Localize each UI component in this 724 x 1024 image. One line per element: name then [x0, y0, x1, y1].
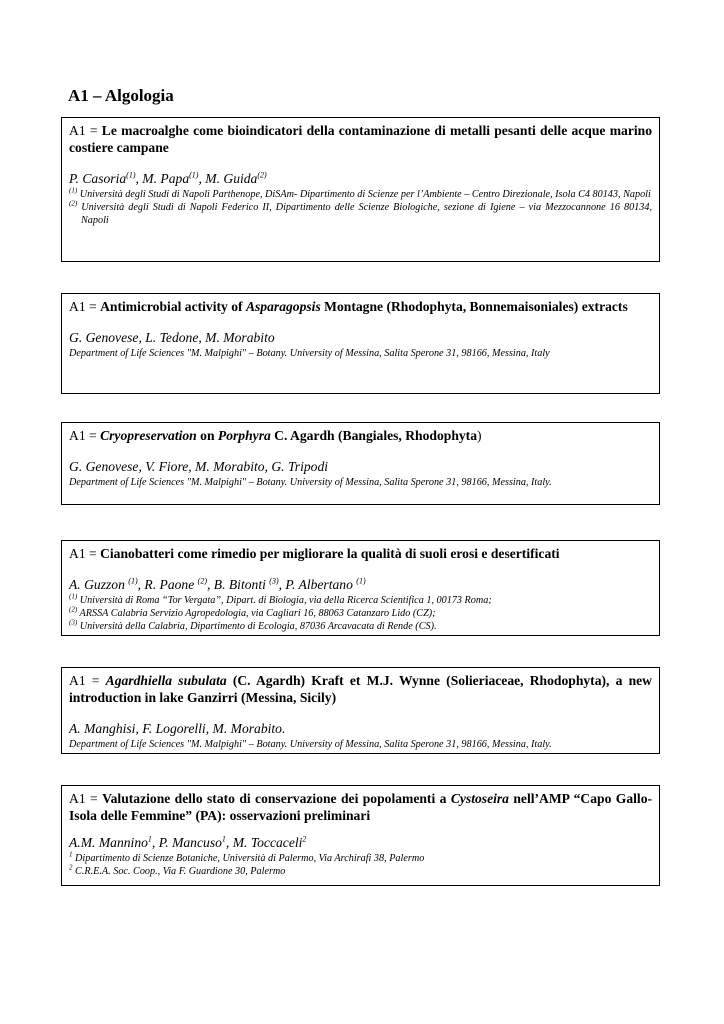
- abstract-title: A1 = Agardhiella subulata (C. Agardh) Kraft et M.J. Wynne (Solieriaceae, Rhodophyta), a new introduction in lake Ganzirri (Messina, Sicily): [69, 673, 652, 705]
- affiliation: Department of Life Sciences "M. Malpighi" – Botany. University of Messina, Salita Sperone 31, 98166, Messina, Italy.: [69, 739, 552, 750]
- abstract-box-4: [61, 540, 660, 636]
- affiliation: $^{(3)}$ Università della Calabria, Dipartimento di Ecologia, 87036 Arcavacata di Rende (CS).: [69, 618, 437, 632]
- affiliation: $^{(2)}$ ARSSA Calabria Servizio Agropedologia, via Cagliari 16, 88063 Catanzaro Lido (CZ);: [69, 605, 436, 619]
- abstract-box-6: [61, 785, 660, 886]
- abstract-authors: A. Guzzon $^{(1)}$, R. Paone $^{(2)}$, B. Bitonti $^{(3)}$, P. Albertano $^{(1)}$: [69, 576, 366, 592]
- section-title: A1 – Algologia: [68, 86, 174, 105]
- abstract-authors: G. Genovese, V. Fiore, M. Morabito, G. Tripodi: [69, 459, 329, 474]
- abstract-box-2: [61, 293, 660, 394]
- abstract-title: A1 = Antimicrobial activity of Asparagopsis Montagne (Rhodophyta, Bonnemaisoniales) extracts: [69, 299, 628, 314]
- affiliation: $^{(1)}$ Università di Roma “Tor Vergata”, Dipart. di Biologia, via della Ricerca Scientifica 1, 00173 Roma;: [69, 592, 492, 606]
- abstract-box-1: [61, 117, 660, 262]
- affiliation: $^{(2)}$ Università degli Studi di Napoli Federico II, Dipartimento delle Scienze Biologiche, sezione di Igiene – via Mezzocannone 16 80134, Napoli: [69, 199, 652, 226]
- abstract-authors: A. Manghisi, F. Logorelli, M. Morabito.: [69, 721, 286, 736]
- abstract-title: A1 = Valutazione dello stato di conservazione dei popolamenti a Cystoseira nell’AMP “Capo Gallo-Isola delle Femmine” (PA): osservazioni preliminari: [69, 791, 653, 823]
- abstract-title: A1 = Cryopreservation on Porphyra C. Agardh (Bangiales, Rhodophyta): [69, 428, 482, 443]
- affiliation: $^{(1)}$ Università degli Studi di Napoli Parthenope, DiSAm- Dipartimento di Scienze per l’Ambiente – Centro Direzionale, Isola C4 80143, Napoli: [69, 186, 651, 200]
- affiliation: Department of Life Sciences "M. Malpighi" – Botany. University of Messina, Salita Sperone 31, 98166, Messina, Italy: [69, 348, 550, 359]
- abstract-box-3: [61, 422, 660, 505]
- abstract-box-5: [61, 667, 660, 754]
- affiliation: $^2$ C.R.E.A. Soc. Coop., Via F. Guardione 30, Palermo: [69, 863, 286, 877]
- abstract-title: A1 = Cianobatteri come rimedio per migliorare la qualità di suoli erosi e desertificati: [69, 546, 560, 561]
- abstract-authors: G. Genovese, L. Tedone, M. Morabito: [69, 330, 275, 345]
- affiliation: $^1$ Dipartimento di Scienze Botaniche, Università di Palermo, Via Archirafi 38, Palermo: [69, 850, 425, 864]
- abstract-title: A1 = Le macroalghe come bioindicatori della contaminazione di metalli pesanti delle acque marino costiere campane: [69, 123, 653, 155]
- abstract-authors: P. Casoria$^{(1)}$, M. Papa$^{(1)}$, M. Guida$^{(2)}$: [69, 170, 267, 186]
- affiliation: Department of Life Sciences "M. Malpighi" – Botany. University of Messina, Salita Sperone 31, 98166, Messina, Italy.: [69, 477, 552, 488]
- abstract-authors: A.M. Mannino$^1$, P. Mancuso$^1$, M. Toccaceli$^2$: [69, 834, 307, 850]
